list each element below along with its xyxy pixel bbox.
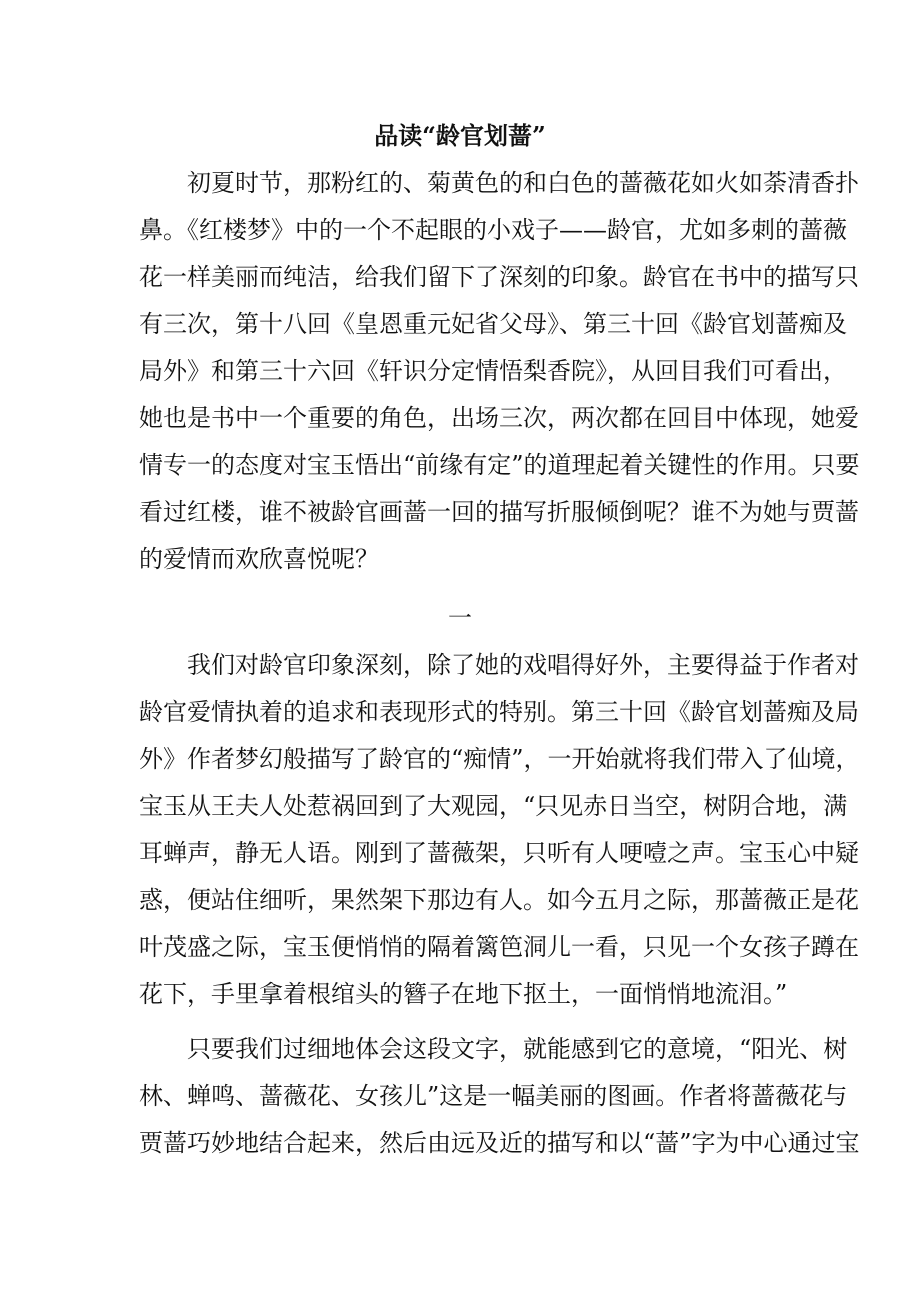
page-title: 品读“龄官划蔷” (374, 121, 546, 150)
paragraph-3-line-2: 林、蝉鸣、蔷薇花、女孩儿”这是一幅美丽的图画。作者将蔷薇花与 (139, 1082, 848, 1110)
paragraph-3-line-1: 只要我们过细地体会这段文字，就能感到它的意境，“阳光、树 (187, 1035, 848, 1063)
paragraph-1-line-7: 情专一的态度对宝玉悟出“前缘有定”的道理起着关键性的作用。只要 (139, 451, 860, 479)
paragraph-1-line-8: 看过红楼，谁不被龄官画蔷一回的描写折服倾倒呢？谁不为她与贾蔷 (139, 498, 859, 526)
paragraph-1-line-9: 的爱情而欢欣喜悦呢？ (139, 545, 379, 573)
paragraph-1-line-5: 局外》和第三十六回《轩识分定情悟梨香院》，从回目我们可看出， (139, 357, 847, 385)
section-heading: 一 (448, 604, 472, 632)
paragraph-3-line-3: 贾蔷巧妙地结合起来，然后由远及近的描写和以“蔷”字为中心通过宝 (139, 1129, 860, 1157)
paragraph-2-line-8: 花下，手里拿着根绾头的簪子在地下抠土，一面悄悄地流泪。” (139, 980, 788, 1008)
paragraph-1-line-2: 鼻。《红楼梦》中的一个不起眼的小戏子——龄官，尤如多刺的蔷薇 (139, 216, 847, 244)
paragraph-2-line-6: 惑，便站住细听，果然架下那边有人。如今五月之际，那蔷薇正是花 (139, 886, 859, 914)
paragraph-1-line-1: 初夏时节，那粉红的、菊黄色的和白色的蔷薇花如火如荼清香扑 (187, 169, 859, 197)
paragraph-2-line-1: 我们对龄官印象深刻，除了她的戏唱得好外，主要得益于作者对 (187, 651, 859, 679)
paragraph-1-line-6: 她也是书中一个重要的角色，出场三次，两次都在回目中体现，她爱 (139, 404, 859, 432)
paragraph-1-line-4: 有三次，第十八回《皇恩重元妃省父母》、第三十回《龄官划蔷痴及 (139, 310, 847, 338)
paragraph-1-line-3: 花一样美丽而纯洁，给我们留下了深刻的印象。龄官在书中的描写只 (139, 263, 859, 291)
paragraph-2-line-3: 外》作者梦幻般描写了龄官的“痴情”，一开始就将我们带入了仙境， (139, 745, 860, 773)
paragraph-2-line-7: 叶茂盛之际，宝玉便悄悄的隔着篱笆洞儿一看，只见一个女孩子蹲在 (139, 933, 859, 961)
paragraph-2-line-2: 龄官爱情执着的追求和表现形式的特别。第三十回《龄官划蔷痴及局 (139, 698, 859, 726)
paragraph-2-line-4: 宝玉从王夫人处惹祸回到了大观园，“只见赤日当空，树阴合地，满 (139, 792, 848, 820)
paragraph-2-line-5: 耳蝉声，静无人语。刚到了蔷薇架，只听有人哽噎之声。宝玉心中疑 (139, 839, 859, 867)
